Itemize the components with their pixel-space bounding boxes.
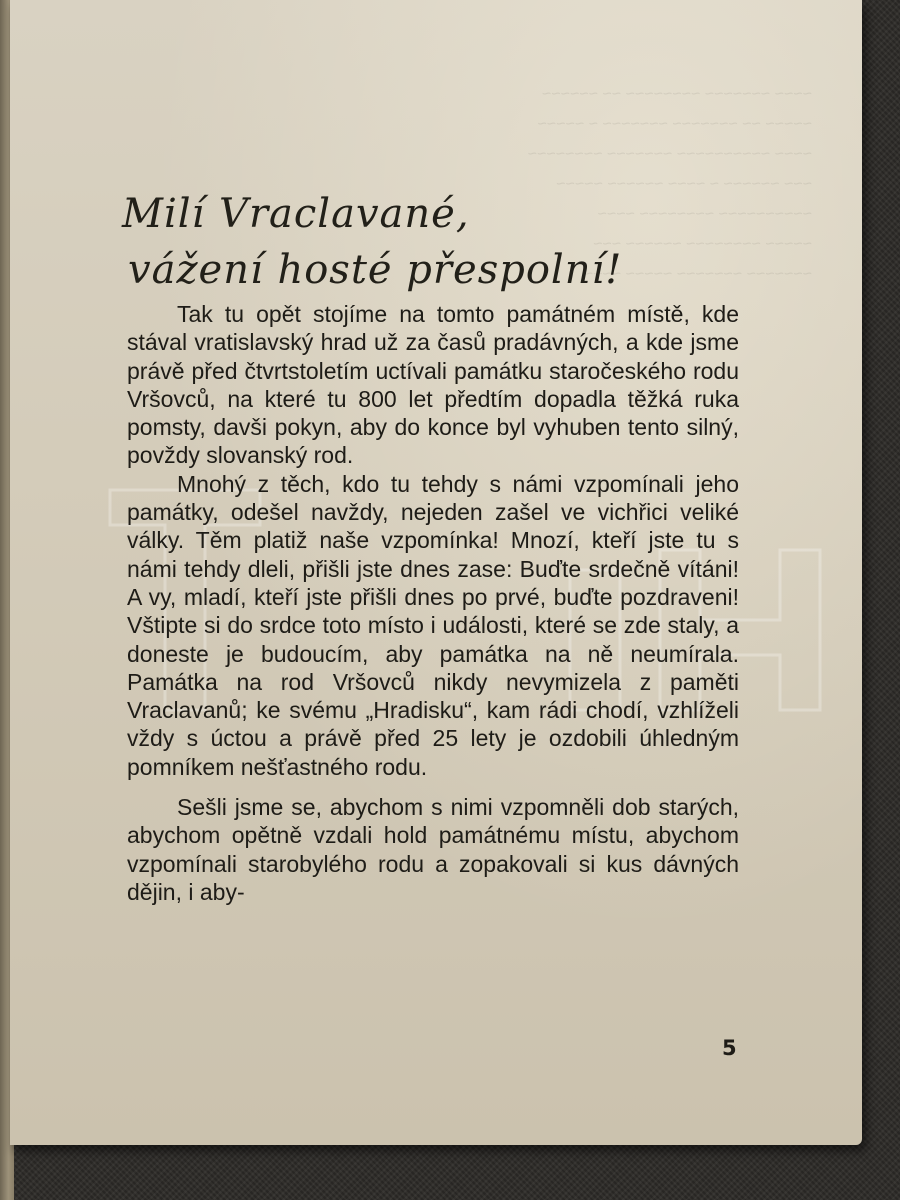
page-number: 5 [722,1036,737,1060]
body-text [127,300,739,906]
page-heading [122,186,622,298]
booklet-page [10,0,862,1145]
heading-line-2: vážení hosté přespolní! [128,247,623,293]
paragraph: Sešli jsme se, abychom s nimi vzpomněli dob starých, abychom opětně vzdali hold památnému místu, abychom vzpomínali starobylého rodu a zopakovali si kus dávných dějin, i aby- [127,794,739,905]
heading-line-1: Milí Vraclavané, [122,191,470,237]
paragraph: Mnohý z těch, kdo tu tehdy s námi vzpomínali jeho památky, odešel navždy, nejeden zašel ve vichřici veliké války. Těm platiž naše vzpomínka! Mnozí, kteří jste tu s námi tehdy dleli, přišli jste dnes zase: Buďte srdečně vítáni! A vy, mladí, kteří jste přišli dnes po prvé, buďte pozdraveni! Vštipte si do srdce toto místo i události, které se zde staly, a doneste je budoucím, aby památka na ně neumírala. Památka na rod Vršovců nikdy nevymizela z paměti Vraclavanů; ke svému „Hradisku“, kam rádi chodí, vzhlíželi vždy s úctou a právě před 25 lety je ozdobili úhledným pomníkem nešťastného rodu. [127,470,739,780]
paragraph: Tak tu opět stojíme na tomto památném místě, kde stával vratislavský hrad už za časů pradávných, a kde jsme právě před čtvrtstoletím uctívali památku staročeského rodu Vršovců, na které tu 800 let předtím dopadla těžká ruka pomsty, davši pokyn, aby do konce byl vyhuben tento silný, povždy slovanský rod. [127,301,739,469]
show-through-texture: ~~~~ ~~~~~~~ ~~~~~~~~ ~~ ~~~~~~ ~~~~~ ~~ ~~~~~~~ ~~~~~~~ ~ ~~~~~ ~~~~ ~~~~~~~~~~ ~~~~~~~ ~~~~~~~~ ~~~ ~~~~~~ ~ ~~~~ ~~~~~~ ~~~~~ ~~~~~~~~~~ ~~~~~~~~ ~~~~ ~~~~~ ~~~~~~~~ ~~~~~~ ~~~ ~~~~~~~ ~~~~~~~ ~~~~~ ~~~~ [527,86,812,283]
